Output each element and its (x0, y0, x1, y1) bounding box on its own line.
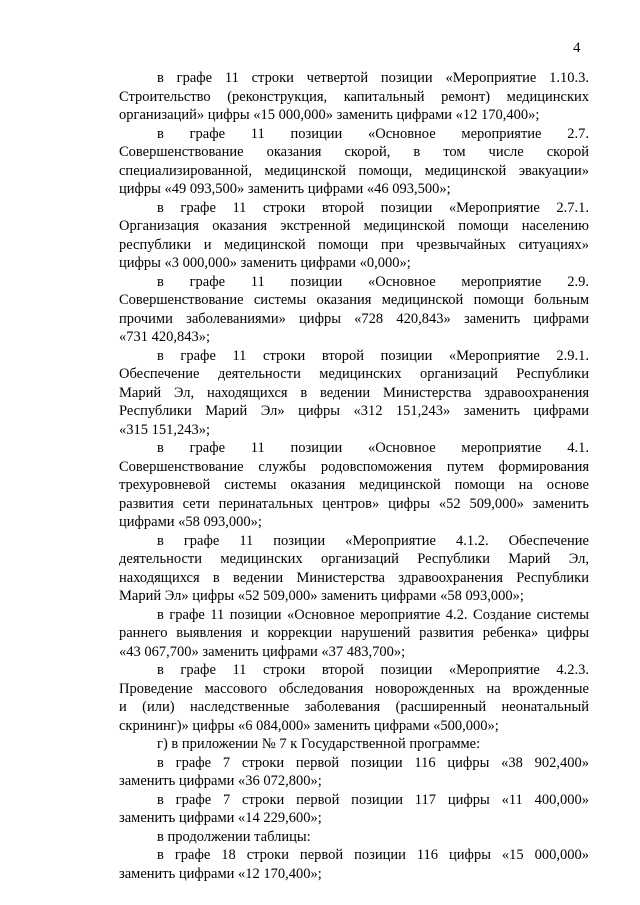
paragraph-line: Марий Эл» цифры «52 509,000» заменить цифрами «58 093,000»; (119, 588, 524, 604)
paragraph-line: цифры «3 000,000» заменить цифрами «0,000»; (119, 255, 411, 271)
paragraph-line: специализированной, медицинской помощи, медицинской эвакуации» (119, 162, 589, 179)
paragraph-line: раннего выявления и коррекции нарушений развития ребенка» цифры (119, 625, 589, 641)
paragraph (119, 735, 589, 754)
paragraph-line: в графе 11 строки четвертой позиции «Мероприятие 1.10.3. (157, 70, 589, 86)
paragraph (119, 125, 589, 199)
paragraph (119, 199, 589, 273)
paragraph-line: «43 067,700» заменить цифрами «37 483,700»; (119, 643, 406, 660)
paragraph-line: «731 420,843»; (119, 329, 211, 345)
paragraph-line: заменить цифрами «36 072,800»; (119, 773, 322, 789)
paragraph-line: республики и медицинской помощи при чрезвычайных ситуациях» (119, 236, 589, 253)
paragraph-line: Строительство (реконструкция, капитальный ремонт) медицинских (119, 88, 589, 105)
paragraph (119, 69, 589, 125)
paragraph-line: Совершенствование службы родовспоможения путем формирования (119, 458, 589, 475)
paragraph-line: Обеспечение деятельности медицинских организаций Республики (119, 366, 589, 382)
paragraph-line: в графе 7 строки первой позиции 117 цифры «11 400,000» (157, 791, 589, 808)
paragraph (119, 828, 589, 847)
paragraph-line: прочими заболеваниями» цифры «728 420,843» заменить цифрами (119, 310, 589, 327)
paragraph (119, 846, 589, 883)
paragraph-line: г) в приложении № 7 к Государственной программе: (157, 736, 481, 752)
paragraph-line: в графе 7 строки первой позиции 116 цифры «38 902,400» (157, 754, 589, 771)
paragraph-line: Организация оказания экстренной медицинской помощи населению (119, 218, 589, 234)
paragraph-line: Совершенствование оказания скорой, в том числе скорой (119, 144, 589, 160)
paragraph-line: в графе 11 строки второй позиции «Мероприятие 2.7.1. (157, 199, 589, 216)
paragraph (119, 661, 589, 735)
paragraph-line: находящихся в ведении Министерства здравоохранения Республики (119, 569, 589, 586)
paragraph-line: Проведение массового обследования новорожденных на врожденные (119, 680, 589, 697)
document-body (119, 69, 589, 883)
paragraph (119, 439, 589, 532)
paragraph-line: скрининг)» цифры «6 084,000» заменить цифрами «500,000»; (119, 717, 499, 734)
paragraph-line: «315 151,243»; (119, 421, 211, 438)
paragraph-line: в графе 11 позиции «Основное мероприятие 2.7. (157, 125, 589, 142)
paragraph-line: заменить цифрами «12 170,400»; (119, 865, 322, 882)
paragraph (119, 791, 589, 828)
paragraph-line: в продолжении таблицы: (157, 828, 311, 845)
paragraph-line: в графе 11 позиции «Основное мероприятие 4.2. Создание системы (157, 606, 589, 623)
paragraph (119, 273, 589, 347)
paragraph-line: развития сети перинатальных центров» цифры «52 509,000» заменить (119, 495, 589, 512)
paragraph-line: цифры «49 093,500» заменить цифрами «46 093,500»; (119, 181, 451, 197)
paragraph-line: и (или) наследственные заболевания (расширенный неонатальный (119, 699, 589, 715)
paragraph-line: цифрами «58 093,000»; (119, 514, 262, 530)
paragraph (119, 532, 589, 606)
paragraph (119, 347, 589, 440)
paragraph-line: организаций» цифры «15 000,000» заменить цифрами «12 170,400»; (119, 107, 540, 123)
paragraph-line: заменить цифрами «14 229,600»; (119, 810, 322, 826)
paragraph-line: в графе 11 позиции «Мероприятие 4.1.2. Обеспечение (157, 532, 589, 549)
paragraph (119, 606, 589, 662)
paragraph-line: Совершенствование системы оказания медицинской помощи больным (119, 292, 589, 308)
paragraph-line: деятельности медицинских организаций Республики Марий Эл, (119, 551, 589, 567)
paragraph-line: трехуровневой системы оказания медицинской помощи на основе (119, 477, 589, 493)
paragraph-line: в графе 11 строки второй позиции «Мероприятие 4.2.3. (157, 662, 589, 678)
paragraph (119, 754, 589, 791)
paragraph-line: в графе 11 позиции «Основное мероприятие 2.9. (157, 273, 589, 290)
paragraph-line: Республики Марий Эл» цифры «312 151,243» заменить цифрами (119, 403, 589, 419)
paragraph-line: в графе 11 позиции «Основное мероприятие 4.1. (157, 440, 589, 456)
page-number: 4 (573, 40, 581, 56)
paragraph-line: в графе 11 строки второй позиции «Мероприятие 2.9.1. (157, 347, 589, 364)
paragraph-line: Марий Эл, находящихся в ведении Министерства здравоохранения (119, 384, 589, 401)
paragraph-line: в графе 18 строки первой позиции 116 цифры «15 000,000» (157, 847, 589, 863)
